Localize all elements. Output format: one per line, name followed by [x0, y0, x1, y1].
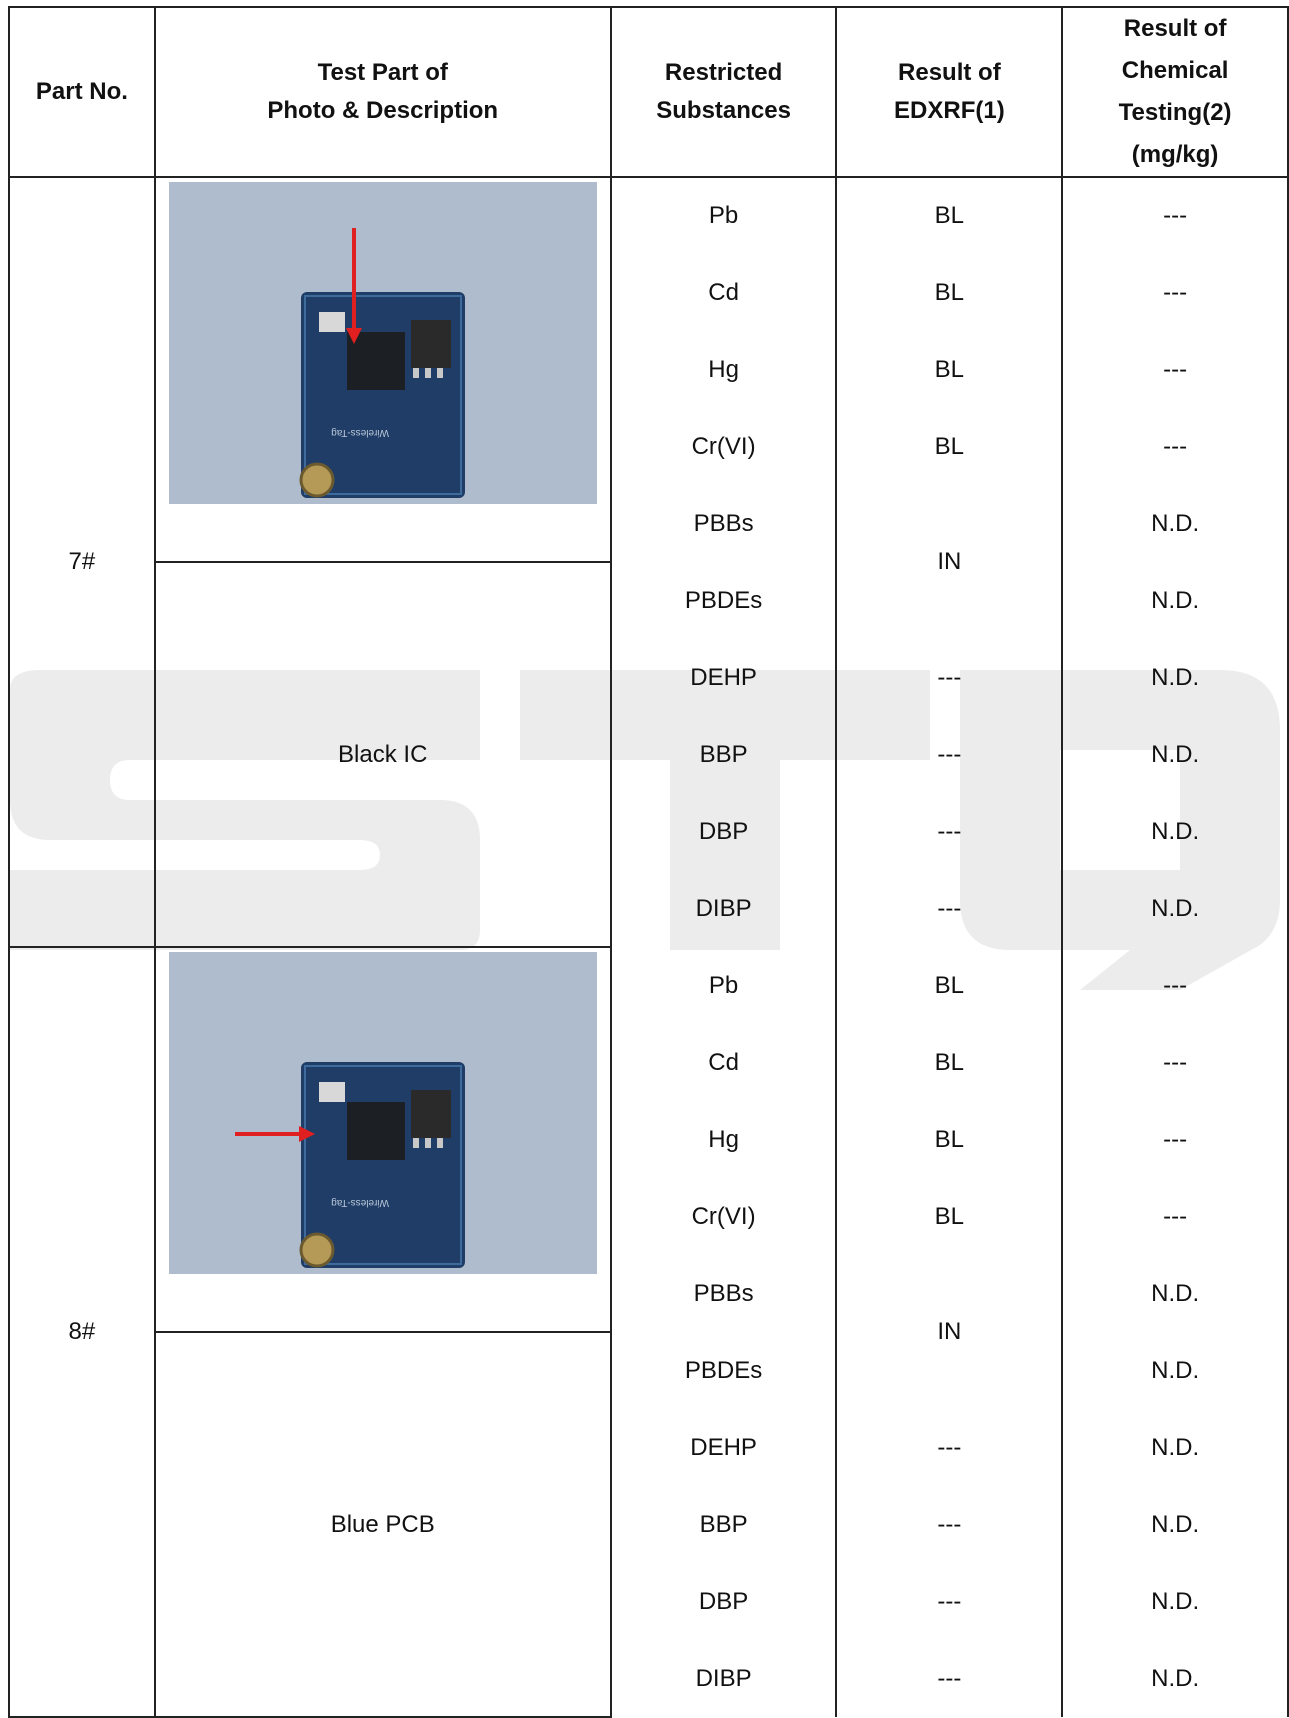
chemical-result: N.D. — [1062, 716, 1288, 793]
part-description: Blue PCB — [155, 1332, 611, 1717]
header-test-part: Test Part of Photo & Description — [155, 7, 611, 177]
header-edxrf: Result of EDXRF(1) — [836, 7, 1062, 177]
substance-name: Cr(VI) — [611, 408, 837, 485]
chemical-result: N.D. — [1062, 639, 1288, 716]
photo-frame — [169, 952, 597, 1274]
edxrf-result: BL — [836, 331, 1062, 408]
edxrf-result: BL — [836, 947, 1062, 1024]
substance-name: DEHP — [611, 639, 837, 716]
chemical-result: N.D. — [1062, 1409, 1288, 1486]
chip-soic — [411, 320, 451, 368]
chemical-result: N.D. — [1062, 1486, 1288, 1563]
edxrf-result: BL — [836, 177, 1062, 254]
chemical-result: N.D. — [1062, 1332, 1288, 1409]
edxrf-result: --- — [836, 639, 1062, 716]
chip-qfn — [347, 1102, 405, 1160]
chemical-result: N.D. — [1062, 793, 1288, 870]
chemical-result: --- — [1062, 331, 1288, 408]
substance-name: Hg — [611, 1101, 837, 1178]
antenna-connector — [301, 1234, 333, 1266]
part-number: 7# — [9, 177, 155, 947]
edxrf-result: BL — [836, 1178, 1062, 1255]
substance-name: Cd — [611, 254, 837, 331]
chip-qfn — [347, 332, 405, 390]
edxrf-result: --- — [836, 1640, 1062, 1717]
substance-name: PBBs — [611, 1255, 837, 1332]
board-silkscreen-label: Wireless-Tag — [330, 1197, 389, 1208]
substance-name: DEHP — [611, 1409, 837, 1486]
chemical-result: --- — [1062, 254, 1288, 331]
photo-cell — [155, 177, 611, 562]
part-description: Black IC — [155, 562, 611, 947]
chemical-result: N.D. — [1062, 485, 1288, 562]
substance-name: PBDEs — [611, 1332, 837, 1409]
test-results-table — [8, 6, 1289, 1718]
substance-name: DIBP — [611, 870, 837, 947]
chemical-result: --- — [1062, 408, 1288, 485]
chemical-result: N.D. — [1062, 1563, 1288, 1640]
header-restricted-substances: Restricted Substances — [611, 7, 837, 177]
module-photo — [169, 952, 597, 1274]
result-row — [9, 1332, 1288, 1409]
edxrf-result: --- — [836, 793, 1062, 870]
substance-name: Hg — [611, 331, 837, 408]
edxrf-result: --- — [836, 1409, 1062, 1486]
edxrf-result: BL — [836, 254, 1062, 331]
chemical-result: --- — [1062, 1024, 1288, 1101]
edxrf-result: BL — [836, 1101, 1062, 1178]
photo-frame — [169, 182, 597, 504]
edxrf-result: IN — [836, 1255, 1062, 1409]
substance-name: DIBP — [611, 1640, 837, 1717]
edxrf-result: BL — [836, 1024, 1062, 1101]
board-silkscreen-label: Wireless-Tag — [330, 427, 389, 438]
photo-cell — [155, 947, 611, 1332]
module-photo — [169, 182, 597, 504]
edxrf-result: BL — [836, 408, 1062, 485]
substance-name: Pb — [611, 177, 837, 254]
chemical-result: N.D. — [1062, 1255, 1288, 1332]
chemical-result: --- — [1062, 1178, 1288, 1255]
result-row — [9, 947, 1288, 1024]
part-number: 8# — [9, 947, 155, 1717]
edxrf-result: IN — [836, 485, 1062, 639]
result-row — [9, 177, 1288, 254]
substance-name: DBP — [611, 1563, 837, 1640]
header-part-no: Part No. — [9, 7, 155, 177]
edxrf-result: --- — [836, 1486, 1062, 1563]
chemical-result: --- — [1062, 177, 1288, 254]
substance-name: Cr(VI) — [611, 1178, 837, 1255]
chemical-result: N.D. — [1062, 1640, 1288, 1717]
substance-name: PBDEs — [611, 562, 837, 639]
chip-soic — [411, 1090, 451, 1138]
substance-name: DBP — [611, 793, 837, 870]
edxrf-result: --- — [836, 870, 1062, 947]
chemical-result: N.D. — [1062, 870, 1288, 947]
substance-name: PBBs — [611, 485, 837, 562]
substance-name: BBP — [611, 1486, 837, 1563]
edxrf-result: --- — [836, 1563, 1062, 1640]
edxrf-result: --- — [836, 716, 1062, 793]
chemical-result: --- — [1062, 947, 1288, 1024]
result-row — [9, 562, 1288, 639]
header-chemical-testing: Result of Chemical Testing(2) (mg/kg) — [1062, 7, 1288, 177]
substance-name: Cd — [611, 1024, 837, 1101]
antenna-connector — [301, 464, 333, 496]
header-row — [9, 7, 1288, 177]
chemical-result: N.D. — [1062, 562, 1288, 639]
substance-name: BBP — [611, 716, 837, 793]
substance-name: Pb — [611, 947, 837, 1024]
chemical-result: --- — [1062, 1101, 1288, 1178]
